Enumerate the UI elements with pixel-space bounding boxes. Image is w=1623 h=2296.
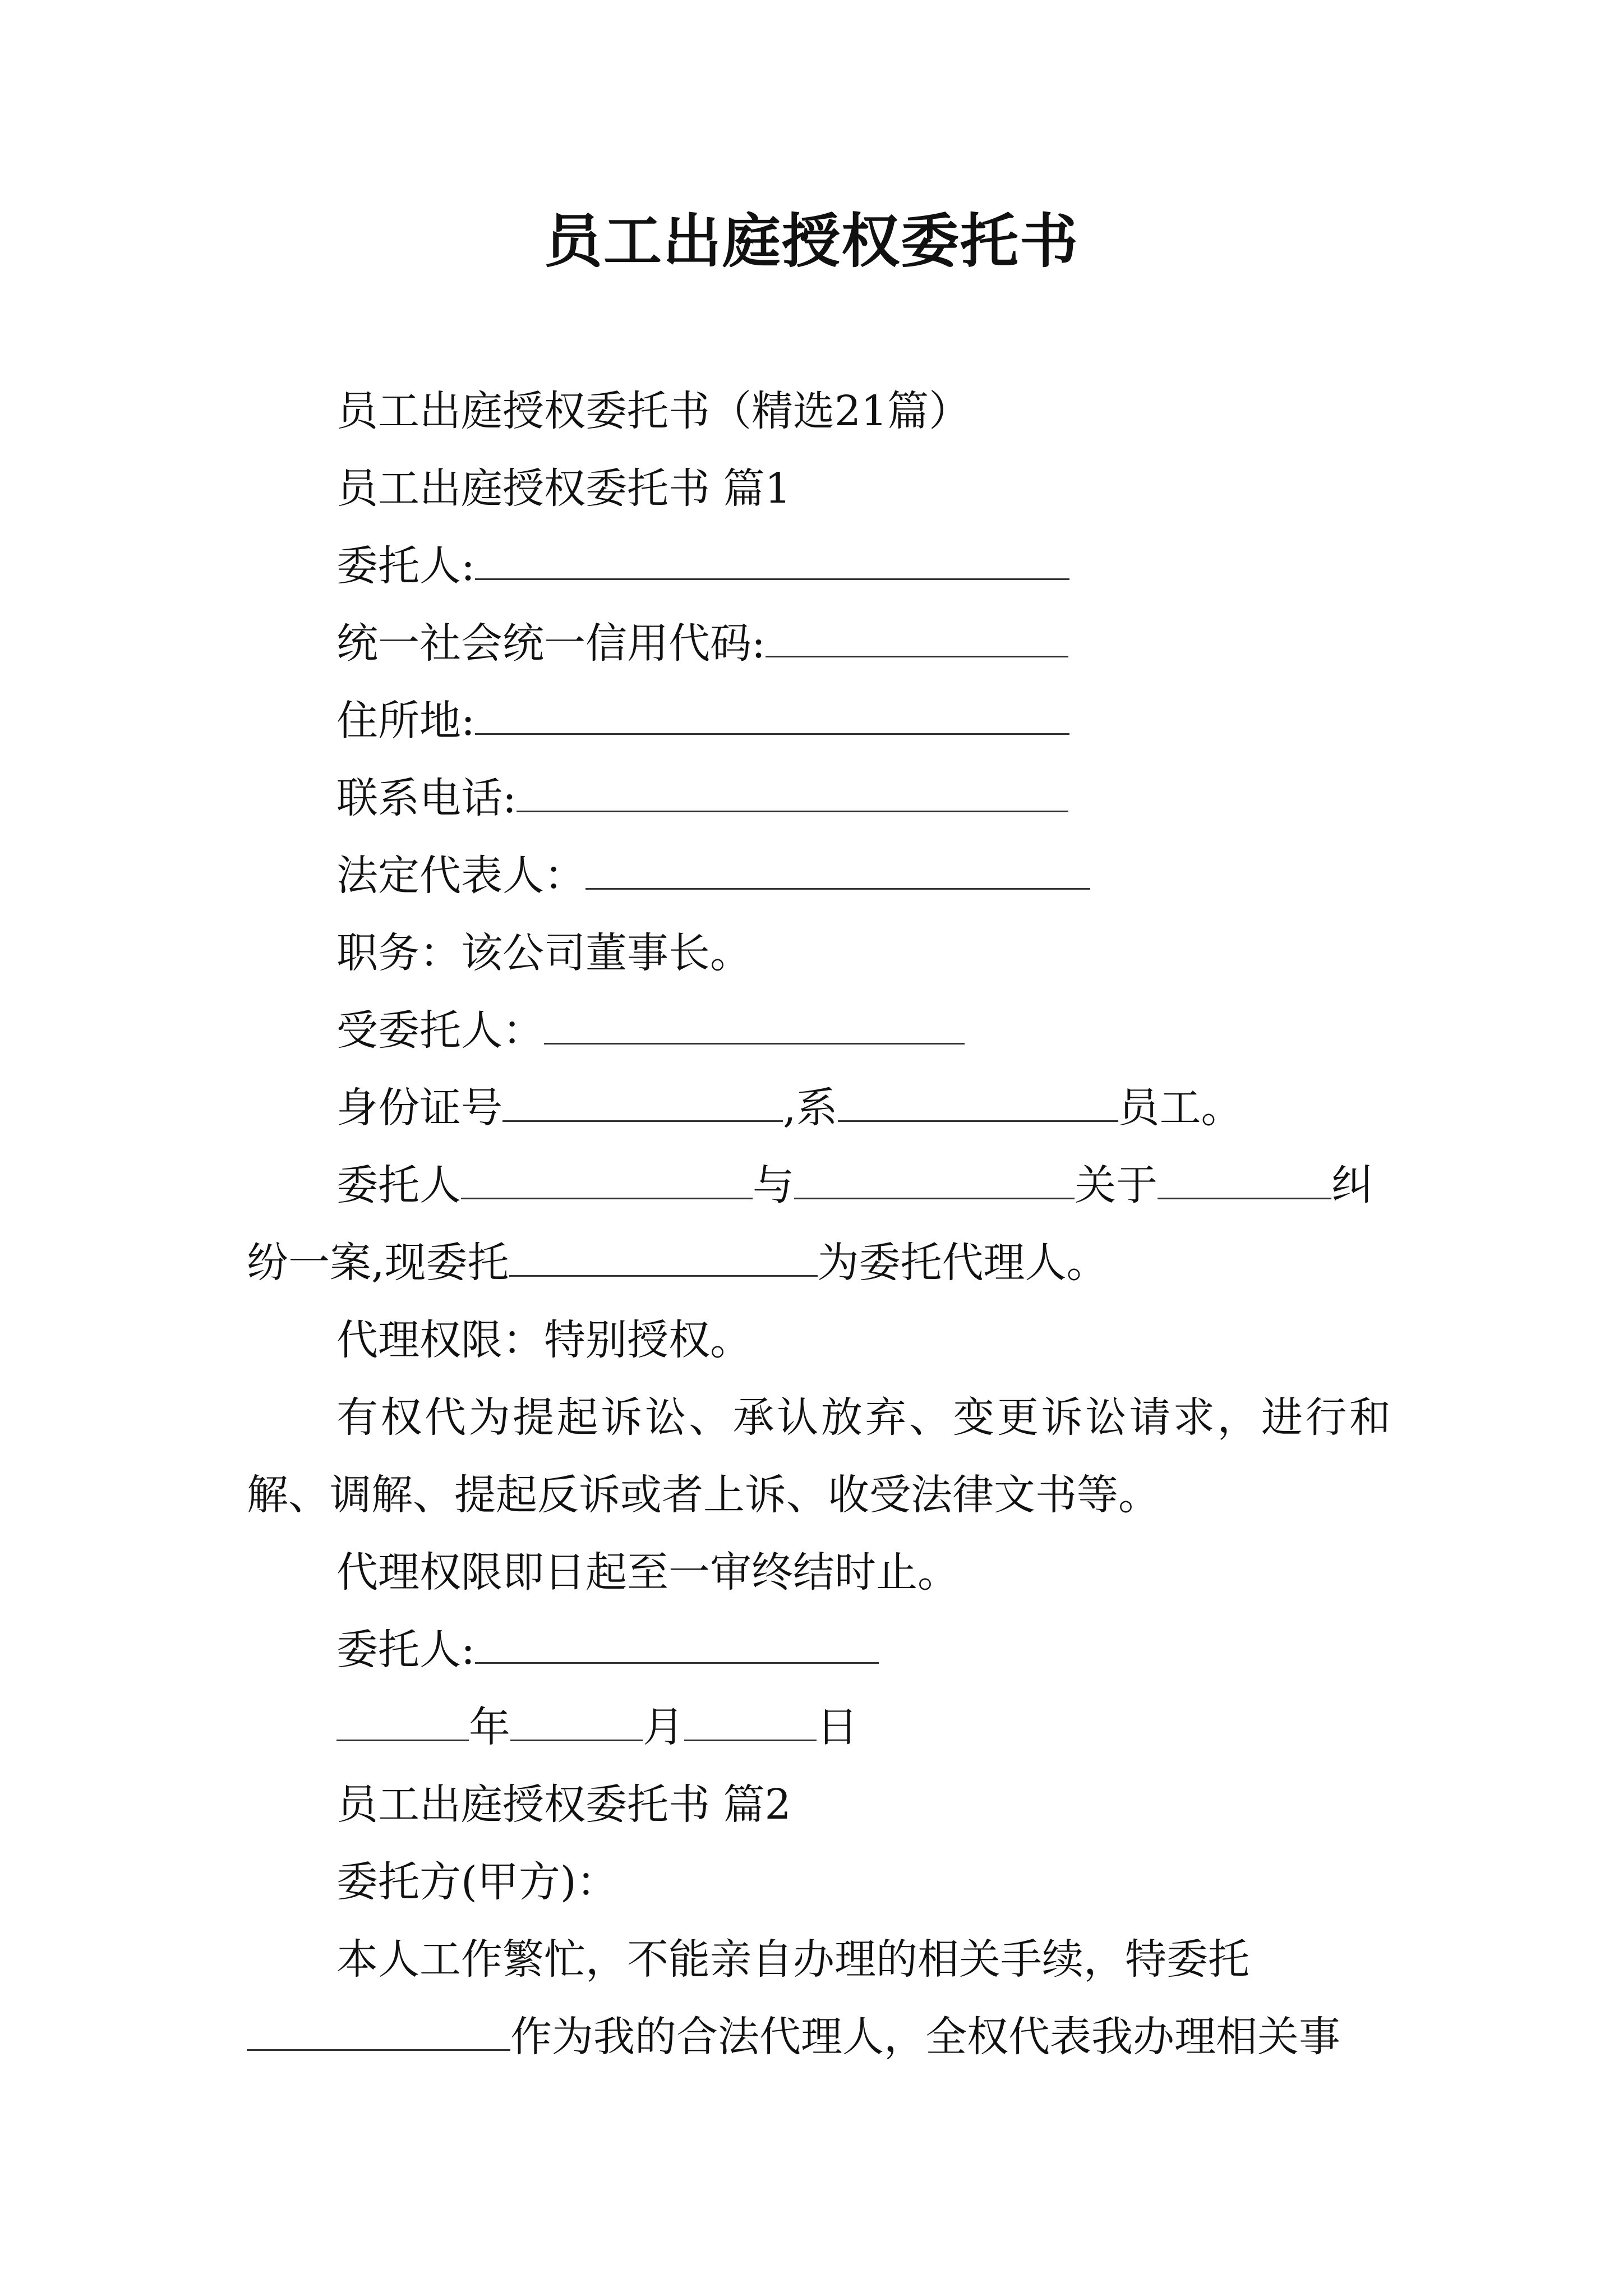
agent-line: [247, 992, 1391, 1069]
document-body: [247, 372, 1391, 2076]
case-party1-blank: [461, 1164, 753, 1199]
address-line: [247, 682, 1391, 760]
article-1-heading: 员工出庭授权委托书 篇1: [336, 464, 791, 513]
agent-label: 受委托人：: [336, 1006, 544, 1055]
year-blank: [336, 1706, 469, 1741]
case-with: 与: [753, 1161, 794, 1209]
address-blank: [475, 700, 1069, 735]
case-line-1: [247, 1147, 1391, 1224]
case-line2-suffix: 为委托代理人。: [817, 1239, 1108, 1287]
credit-code-line: [247, 605, 1391, 682]
case-line-2: [247, 1224, 1391, 1301]
case-matter-blank: [1158, 1164, 1331, 1199]
date-day: 日: [817, 1703, 858, 1751]
legal-rep-label: 法定代表人：: [336, 852, 585, 900]
legal-rep-blank: [585, 854, 1090, 890]
principal-blank: [475, 545, 1069, 580]
employer-blank: [838, 1087, 1118, 1122]
authority-line: 代理权限：特别授权。: [336, 1316, 751, 1364]
id-blank: [502, 1087, 783, 1122]
phone-line: [247, 760, 1391, 837]
powers-paragraph: 有权代为提起诉讼、承认放弃、变更诉讼请求，进行和解、调解、提起反诉或者上诉、收受法律文书等。: [247, 1393, 1391, 1519]
address-label: 住所地:: [336, 697, 475, 745]
position-line: 职务：该公司董事长。: [336, 929, 751, 977]
legal-rep-line: [247, 837, 1391, 914]
day-blank: [684, 1706, 817, 1741]
duration-line: 代理权限即日起至一审终结时止。: [336, 1548, 959, 1596]
date-line: [247, 1688, 1391, 1766]
id-line: [247, 1069, 1391, 1147]
article-2-heading: 员工出庭授权委托书 篇2: [336, 1780, 791, 1829]
sign-principal-line: [247, 1611, 1391, 1688]
busy-line-2: [247, 1998, 1391, 2076]
date-month: 月: [643, 1703, 684, 1751]
credit-code-label: 统一社会统一信用代码:: [336, 619, 766, 668]
principal-line: [247, 527, 1391, 605]
case-about: 关于: [1075, 1161, 1158, 1209]
page-title: 员工出庭授权委托书: [543, 206, 1079, 275]
id-suffix: 员工。: [1118, 1084, 1243, 1132]
subtitle: 员工出庭授权委托书（精选21篇）: [336, 387, 971, 435]
party-a-line: 委托方(甲方)：: [336, 1858, 618, 1906]
credit-code-blank: [766, 622, 1068, 657]
phone-blank: [517, 777, 1068, 812]
busy-line2-text: 作为我的合法代理人，全权代表我办理相关事: [510, 2013, 1340, 2061]
case-party2-blank: [794, 1164, 1075, 1199]
sign-principal-label: 委托人:: [336, 1626, 475, 1674]
case-agent-blank: [509, 1241, 818, 1277]
proxy-name-blank: [247, 2016, 510, 2051]
principal-label: 委托人:: [336, 542, 475, 590]
date-year: 年: [469, 1703, 510, 1751]
case-prefix: 委托人: [336, 1161, 461, 1209]
case-end-line1: 纠: [1331, 1161, 1373, 1209]
id-prefix: 身份证号: [336, 1084, 502, 1132]
busy-line-1: 本人工作繁忙，不能亲自办理的相关手续，特委托: [336, 1935, 1249, 1984]
agent-blank: [544, 1009, 965, 1045]
id-middle: ,系: [783, 1084, 838, 1132]
phone-label: 联系电话:: [336, 774, 517, 822]
case-line2-prefix: 纷一案,现委托: [247, 1239, 509, 1287]
sign-principal-blank: [475, 1628, 879, 1664]
month-blank: [510, 1706, 643, 1741]
